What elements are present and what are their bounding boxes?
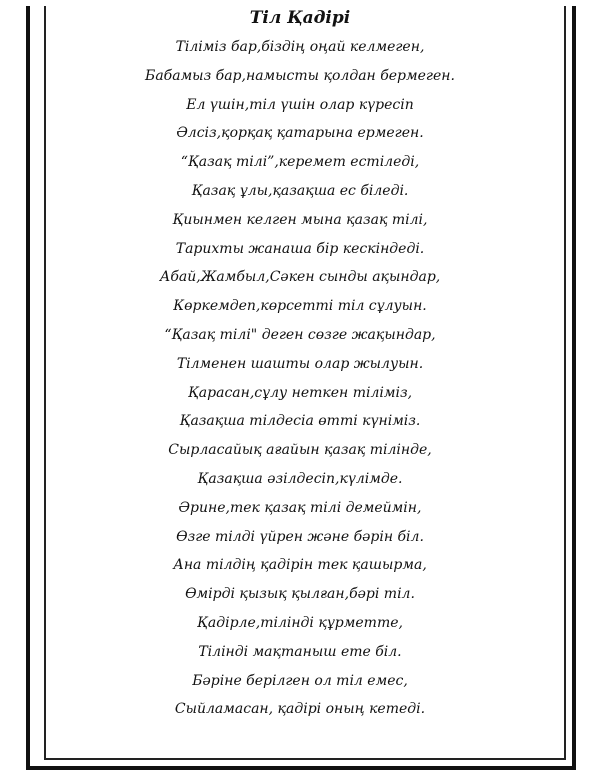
poem-line: “Қазақ тілі" деген сөзге жақындар,	[164, 326, 436, 343]
poem-line: Тілменен шашты олар жылуын.	[176, 355, 424, 372]
poem-line: Қазақша тілдесіа өтті күніміз.	[179, 413, 421, 430]
poem	[0, 6, 600, 724]
poem-line: Өмірді қызық қылған,бәрі тіл.	[185, 586, 415, 603]
poem-line: Бабамыз бар,намысты қолдан бермеген.	[145, 67, 455, 84]
poem-line: Қиынмен келген мына қазақ тілі,	[172, 211, 428, 228]
poem-line: Қарасан,сұлу неткен тіліміз,	[187, 384, 413, 401]
poem-line: Әлсіз,қорқақ қатарына ермеген.	[176, 125, 424, 142]
poem-line: Көркемдеп,көрсетті тіл сұлуын.	[173, 298, 427, 315]
poem-line: Тарихты жанаша бір кескіндеді.	[175, 240, 425, 257]
poem-line: “Қазақ тілі”,керемет естіледі,	[180, 154, 420, 171]
poem-line: Абай,Жамбыл,Сәкен сынды ақындар,	[159, 269, 441, 286]
poem-line: Қазақ ұлы,қазақша ес біледі.	[191, 182, 409, 199]
poem-line: Әрине,тек қазақ тілі демеймін,	[178, 499, 422, 516]
poem-line: Сыйламасан, қадірі оның кетеді.	[174, 701, 426, 718]
poem-line: Ана тілдің қадірін тек қашырма,	[173, 557, 427, 574]
poem-line: Тіліміз бар,біздің оңай келмеген,	[175, 39, 425, 55]
poem-line: Өзге тілді үйрен және бәрін біл.	[176, 528, 424, 545]
poem-line: Қадірле,тілінді құрметте,	[197, 614, 403, 631]
poem-line: Тілінді мақтаныш ете біл.	[198, 643, 402, 660]
poem-line: Ел үшін,тіл үшін олар күресіп	[186, 96, 414, 113]
poem-line: Бәріне берілген ол тіл емес,	[192, 672, 408, 689]
poem-title: Тіл Қадірі	[249, 8, 351, 28]
poem-line: Қазақша әзілдесіп,күлімде.	[197, 470, 403, 487]
poem-line: Сырласайық ағайын қазақ тілінде,	[168, 442, 432, 459]
